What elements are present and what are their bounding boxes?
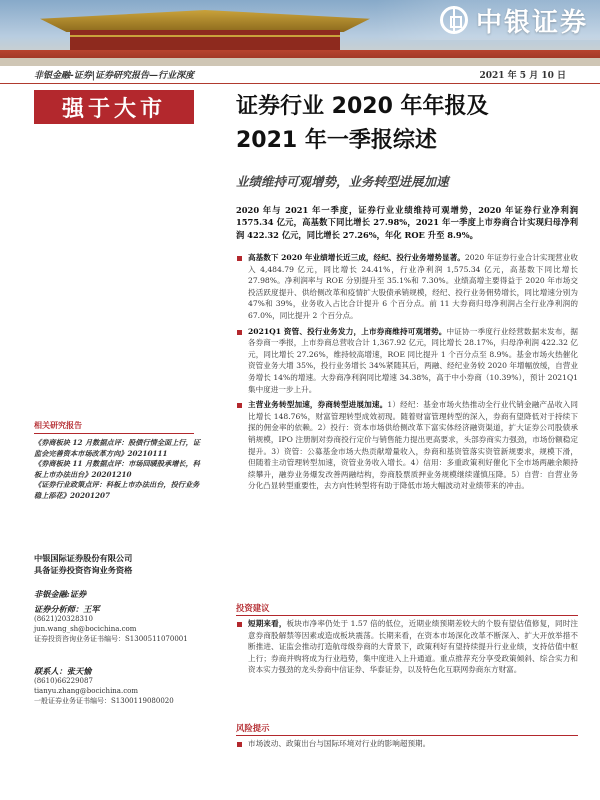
related-report-item[interactable]: 《券商板块 12 月数据点评：股债行情全面上行，证监会完善资本市场改革方向》20210111 xyxy=(34,438,200,458)
sub-header xyxy=(0,66,600,84)
risk-bullet: 市场波动、政策出台与国际环境对行业的影响超预期。 xyxy=(236,738,578,750)
plaza-graphic xyxy=(0,58,600,66)
analyst-name: 证券分析师：王军 xyxy=(34,604,100,614)
header-banner xyxy=(0,0,600,66)
analyst-contact xyxy=(34,604,204,644)
related-reports-heading: 相关研究报告 xyxy=(34,420,194,434)
company-logo xyxy=(375,0,600,40)
summary-bullets xyxy=(236,252,578,492)
title-line-2: 2021 年一季报综述 xyxy=(236,128,437,153)
bullet-text: 中证协一季度行业经营数据未发布，据各券商一季报，上市券商总营收合计 1,367.92 亿元，同比增长 28.17%，归母净利润 422.32 亿元，同比增长 27.26%，维持较高增速，ROE 同比提升 1 个百分点至 8.9%。基金市场火热催化资管业务大增 35%，投行业务增长 34%紧随其后，两融、经纪业务较 2020 年增幅放缓，自营业务增长 14%的增速。大券商净利润同比增速 34.38%，高于中小券商（10.39%），预计 2021Q1 集中度进一步上升。 xyxy=(248,326,578,394)
investment-heading: 投资建议 xyxy=(236,602,578,616)
analyst-phone: (8621)20328310 xyxy=(34,615,93,623)
bullet-lead: 高基数下 2020 年业绩增长近三成，经纪、投行业务增势显著。 xyxy=(248,253,465,262)
bullet-text: 2020 年证券行业合计实现营业收入 4,484.79 亿元，同比增长 24.41%，行业净利润 1,575.34 亿元，高基数下同比增长 27.98%。净利润率与 ROE 分别提升至 35.1%和 7.30%。业绩高增主要得益于 2020 年市场交投活跃度提升、供给侧改革和疫情扩大股债承销规模，经纪、投行业务佣势增长，同比增速分别为 47%和 39%，业务收入占比合计提升 6 个百分点。前 11 大券商归母净利润占全行业净利润的 67.0%，同比提升 2 个百分点。 xyxy=(248,253,578,320)
firm-name: 中银国际证券股份有限公司 具备证券投资咨询业务资格 xyxy=(34,553,133,575)
logo-text: 中银证券 xyxy=(475,7,588,38)
related-report-item[interactable]: 《证券行业政策点评：科板上市办法出台，投行业务稳上添花》20201207 xyxy=(34,480,200,500)
lead-paragraph: 2020 年与 2021 年一季度，证券行业业绩维持可观增势，2020 年证券行业净利润 1575.34 亿元，高基数下同比增长 27.98%，2021 年一季度上市券商合计实现归母净利润 422.32 亿元，同比增长 27.26%，年化 ROE 升至 8.9%。 xyxy=(236,205,578,240)
analyst-cert: 证券投资咨询业务证书编号：S1300511070001 xyxy=(34,635,188,643)
boc-logo-icon xyxy=(440,6,468,34)
risk-heading: 风险提示 xyxy=(236,722,578,736)
investment-lead: 短期来看， xyxy=(248,619,287,628)
bullet-item xyxy=(236,399,578,492)
contact-email[interactable]: tianyu.zhang@bocichina.com xyxy=(34,687,138,695)
bullet-lead: 2021Q1 资管、投行业务发力，上市券商维持可观增势。 xyxy=(248,326,447,336)
risk-section xyxy=(236,738,578,750)
related-reports-list xyxy=(34,438,202,501)
palace-hall-graphic xyxy=(70,30,340,50)
title-line-1: 证券行业 2020 年年报及 xyxy=(236,94,489,119)
bullet-item xyxy=(236,326,578,396)
report-category: 非银金融-证券|证券研究报告—行业深度 xyxy=(34,71,195,81)
report-title xyxy=(236,90,576,158)
bullet-item xyxy=(236,252,578,322)
contact-cert: 一般证券业务证书编号：S1300119080020 xyxy=(34,697,174,705)
investment-bullet xyxy=(236,618,578,676)
investment-section xyxy=(236,618,578,676)
report-date: 2021 年 5 月 10 日 xyxy=(479,71,566,81)
investment-text: 板块市净率仍处于 1.57 倍的低位，近期业绩预期差较大的个股有望估值修复，同时注意券商股解禁等因素或造成板块震荡。长期来看，在资本市场深化改革不断深入、扩大开放举措不断推进、证监会推动打造航母级券商的大背景下，政策利好有望持续提升行业业绩，支持估值中枢上行；券商并购将成为行业趋势，集中度进入上升通道。重点推荐充分享受政策倾斜、综合实力和资本实力强劲的龙头券商中信证券、华泰证券，以及特色化互联网券商东方财富。 xyxy=(248,619,579,675)
bullet-text: 1）经纪：基金市场火热推动全行业代销金融产品收入同比增长 148.76%，财富管理转型成效初现。随着财富管理转型的深入，券商有望降低对于持续下探的佣金率的依赖。2）投行：资本市场供给侧改革下富实体经济融资渠道，扩大证券公司股债承销规模，IPO 注册制对券商投行定价与销售能力提出更高要求，头部券商实力强劲，市场份额稳定提升。3）资管：公募基金市场大热贡献增量收入，券商和基资管落实资管新规要求，规模下滑，但随着主动管理转型加速，资管业务收入增长。4）信用：多重政策利好催化下全市场两融余额持续攀升，融券业务爆发改善两融结构，券商股票质押业务规模继续谨慎压降。5）自营：自营业务分化凸显转型重要性，去方向性转型将有助于降低市场大幅波动对业绩带来的冲击。 xyxy=(248,400,578,491)
contact-name: 联系人：张天愉 xyxy=(34,666,92,676)
related-report-item[interactable]: 《券商板块 11 月数据点评：市场回暖股承增长，科板上市办法出台》20201210 xyxy=(34,459,200,479)
report-subtitle: 业绩维持可观增势，业务转型进展加速 xyxy=(236,174,449,189)
palace-roof-graphic xyxy=(40,10,370,32)
rating-badge: 强于大市 xyxy=(34,90,194,124)
contact-phone: (8610)66229087 xyxy=(34,677,93,685)
analyst-email[interactable]: jun.wang_sh@bocichina.com xyxy=(34,625,137,633)
bullet-lead: 主营业务转型加速，券商转型进展加速。 xyxy=(248,400,388,410)
contact-person xyxy=(34,666,204,706)
sector-label: 非银金融:证券 xyxy=(34,589,87,599)
